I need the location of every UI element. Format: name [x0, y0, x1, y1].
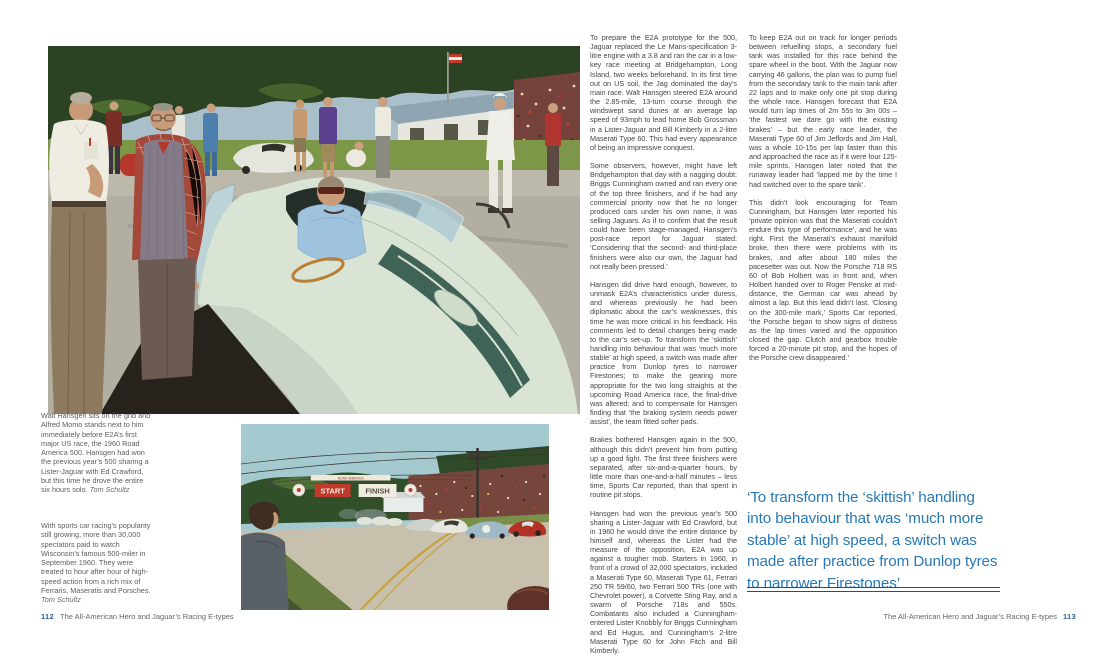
man-white-shirt: [49, 92, 109, 414]
footer-right: [883, 612, 1076, 621]
pull-quote: ‘To transform the ‘skittish’ handling into behaviour that was ‘much more stable’ at high speed, a switch was made after practice from Dunlop tyres to narrower Firestones’: [747, 489, 998, 592]
pull-quote-rule: [747, 587, 1000, 592]
photo-grid-scene-illustration: [48, 46, 580, 414]
caption-text: With sports car racing’s popularity still growing, more than 30,000 spectators paid to watch Wisconsin’s famous 500-miler in September 1960. They were treated to hour after hour of high-speed action from a rich mix of Ferraris, Maseratis and Porsches.: [41, 521, 151, 596]
caption-credit: Tom Schultz: [89, 485, 130, 495]
body-paragraph: This didn’t look encouraging for Team Cunningham, but Hansgen later reported his ‘private opinion was that the Maserati couldn’t endure this type of performance’, and he was right. First the Maserati’s exhaust manifold broke, then there were problems with its brakes, and after about 180 miles the pacesetter was out. Now the Porsche 718 RS 60 of Bob Holbert was in front and, when Holbert handed over to Roger Penske at mid-distance, the German car was ahead by almost a lap. But this lead didn’t last. ‘Closing on the 300-mile mark,’ Sports Car reported, ‘the Porsche began to show signs of distress as the lap times varied and the opposition closed the gap. Clutch and gearbox trouble forced a 20-minute pit stop, and the hopes of the Porsche crew disappeared.’: [749, 197, 897, 363]
body-paragraph: Hansgen did drive hard enough, however, to unmask E2A’s characteristics under duress, and whereas previously he had been diplomatic about the car’s weaknesses, this time he was more critical in his feedback. His comments led to detail changes being made to the car’s set-up. To transform the ‘skittish’ handling into behaviour that was ‘much more stable’ at high speed, a switch was made after practice from Dunlop tyres to narrower Firestones; to make the gearing more appropriate for the two long straights at the upcoming Road America race, the final-drive was altered; and to compensate for Hansgen finding that ‘the braking system needs power assist’, the team fitted softer pads.: [590, 279, 737, 427]
photo-start-finish: [241, 424, 549, 610]
caption-text: Walt Hansgen sits on the grid and Alfred Momo stands next to him immediately before E2A’s first major US race, the 1960 Road America 500. Hansgen had won the previous year’s 500 sharing a Lister-Jaguar with Ed Crawford, but this time he drove the entire six hours solo.: [41, 411, 151, 495]
page-number: 112: [41, 612, 54, 621]
caption-start-finish: [41, 521, 153, 605]
caption-credit: Tom Schultz: [41, 595, 81, 605]
body-paragraph: Brakes bothered Hansgen again in the 500, although this didn’t prevent him from putting up a good fight. The first three finishers were separated, after six-and-a-quarter hours, by little more than one-and-a-half minutes – less time, Sports Car reported, than that spent in routine pit stops.: [590, 435, 737, 500]
body-paragraph: To keep E2A out on track for longer periods between refuelling stops, a secondary fuel tank was installed for this race behind the spare wheel in the boot. With the Jaguar now carrying 46 gallons, the plan was to pump fuel from the secondary tank to the main tank after 22 laps and to make only one pit stop during the whole race. Hansgen forecast that E2A would turn lap times of 2m 55s to 3m 00s – ‘the fastest we dare go with the existing brakes’ – but the early race leader, the Maserati Type 60 of Jim Jeffords and Jim Hall, was a whole 10-15s per lap faster than this and approached the race as if it were four 125-mile sprints. Hansgen later noted that the runaway leader had ‘lapped me by the time I had switched over to the spare tank’.: [749, 33, 897, 189]
banner-text: ROAD AMERICA: [337, 476, 364, 481]
caption-grid-scene: [41, 411, 153, 495]
body-column-2: [749, 33, 897, 371]
body-column-1: [590, 33, 737, 660]
footer-left: [41, 612, 234, 621]
running-title: The All-American Hero and Jaguar’s Racing E-types: [60, 612, 234, 621]
page-number: 113: [1063, 612, 1076, 621]
body-paragraph: Some observers, however, might have left Bridgehampton that day with a nagging doubt: Briggs Cunningham owned and ran every one of the top three finishers, and if he had any commercial priority now that he no longer produced cars under his own name, it was selling Jaguars. As if to confirm that the result could have been stage-managed, Hansgen’s post-race report for Jaguar stated: ‘Considering that the second- and third-place finishers were also our own, the Jaguar had not really been pressed.’: [590, 161, 737, 271]
photo-start-finish-illustration: [241, 424, 549, 610]
running-title: The All-American Hero and Jaguar’s Racing E-types: [883, 612, 1057, 621]
finish-sign-text: FINISH: [365, 486, 390, 496]
photo-grid-scene: [48, 46, 580, 414]
start-sign-text: START: [320, 486, 345, 496]
body-paragraph: To prepare the E2A prototype for the 500, Jaguar replaced the Le Mans-specification 3-litre engine with a 3.8 and ran the car in a low-key race meeting at Bridgehampton, Long Island, two weeks beforehand. In its first time out on US soil, the Jag dominated the day’s main race. Walt Hansgen steered E2A around the 2.85-mile, 13-turn course through the windswept sand dunes at an average lap speed of 93mph to lead home Bob Grossman in a Lister-Jaguar and Bill Kimberly in a 2-litre Maserati Type 60. This had every appearance of being an impressive conquest.: [590, 33, 737, 152]
body-paragraph: Hansgen had won the previous year’s 500 sharing a Lister-Jaguar with Ed Crawford, but in 1960 he would drive the entire distance by himself and, whereas the Lister had the measure of the opposition, E2A was up against a tougher mob. Starters in 1960, in front of a crowd of 32,000 spectators, included a Maserati Type 60, Maserati Type 61, Ferrari 250 TR 59/60, two Ferrari 500 TRs (one with Chevrolet power), a Corvette Sting Ray, and a swarm of Porsche 718s and 550s. Combatants also included a Cunningham-entered Lister Knobbly for Briggs Cunningham and Ed Hugus, and Cunningham’s 2-litre Maserati Type 60 for John Fitch and Bill Kimberly.: [590, 508, 737, 655]
